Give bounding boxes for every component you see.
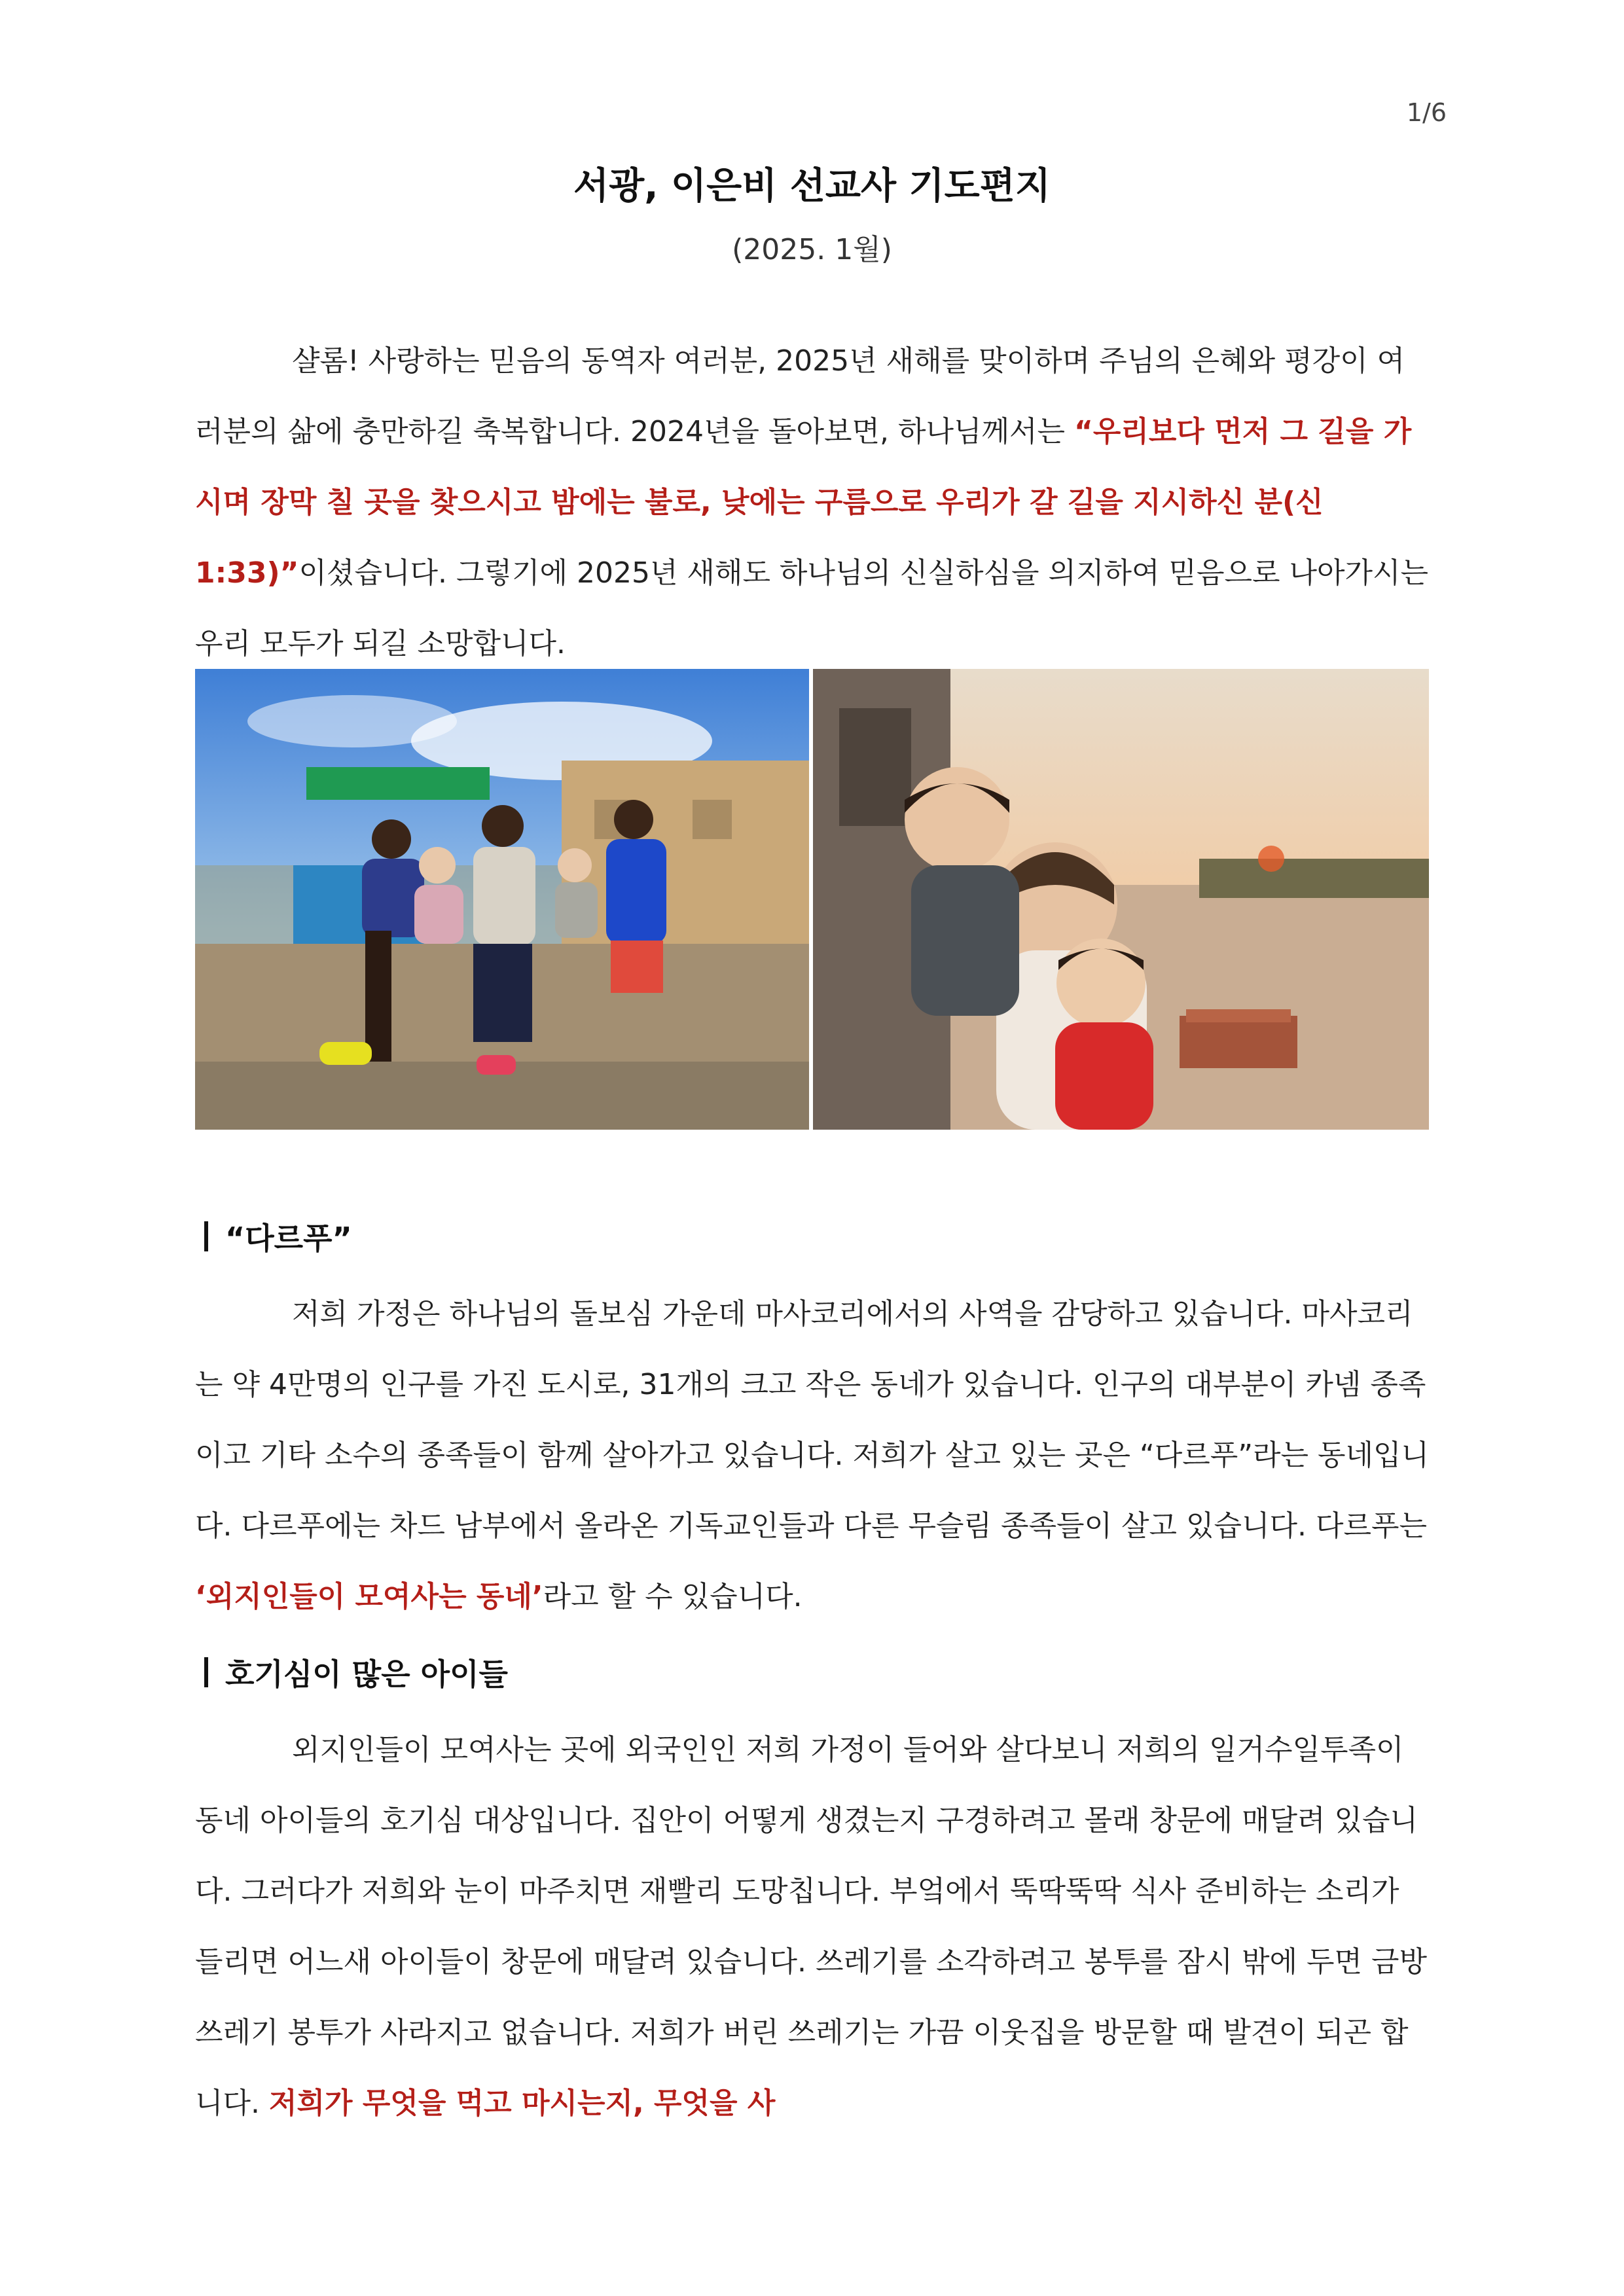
intro-text-2: 이셨습니다. 그렇기에 2025년 새해도 하나님의 신실하심을 의지하여 믿음으로 나아가시는 우리 모두가 되길 소망합니다. — [195, 556, 1428, 660]
intro-paragraph — [195, 326, 1432, 679]
section-darfu-text-2: 라고 할 수 있습니다. — [543, 1580, 803, 1613]
section-heading-darfu — [204, 1215, 352, 1258]
photo-children-on-wall — [195, 669, 809, 1130]
heading-bar — [204, 1657, 208, 1687]
section-darfu-text-1: 저희 가정은 하나님의 돌보심 가운데 마사코리에서의 사역을 감당하고 있습니다. 마사코리는 약 4만명의 인구를 가진 도시로, 31개의 크고 작은 동네가 있습니다. 인구의 대부분이 카넴 종족이고 기타 소수의 종족들이 함께 살아가고 있습니다. 저희가 살고 있는 곳은 “다르푸”라는 동네입니다. 다르푸에는 차드 남부에서 올라온 기독교인들과 다른 무슬림 종족들이 살고 있습니다. 다르푸는 — [195, 1297, 1430, 1543]
photo-mother-with-children-image — [813, 669, 1429, 1130]
section-heading-curious-children-text: 호기심이 많은 아이들 — [225, 1657, 508, 1692]
letter-date: (2025. 1월) — [732, 233, 892, 266]
section-curious-text: 외지인들이 모여사는 곳에 외국인인 저희 가정이 들어와 살다보니 저희의 일거수일투족이 동네 아이들의 호기심 대상입니다. 집안이 어떻게 생겼는지 구경하려고 몰래 창문에 매달려 있습니다. 그러다가 저희와 눈이 마주치면 재빨리 도망칩니다. 부엌에서 뚝딱뚝딱 식사 준비하는 소리가 들리면 어느새 아이들이 창문에 매달려 있습니다. 쓰레기를 소각하려고 봉투를 잠시 밖에 두면 금방 쓰레기 봉투가 사라지고 없습니다. 저희가 버린 쓰레기는 가끔 이웃집을 방문할 때 발견이 되곤 합니다. — [195, 1733, 1427, 2120]
page-title: 서광, 이은비 선교사 기도편지 — [573, 165, 1051, 207]
section-heading-darfu-text: “다르푸” — [225, 1221, 352, 1256]
section-darfu-highlight: ‘외지인들이 모여사는 동네’ — [195, 1580, 543, 1613]
section-darfu-paragraph — [195, 1279, 1432, 1632]
heading-bar — [204, 1221, 208, 1251]
intro-highlight: “우리보다 먼저 그 길을 가시며 장막 칠 곳을 찾으시고 밤에는 불로, 낮에는 구름으로 우리가 갈 길을 지시하신 분(신1:33)” — [195, 415, 1412, 590]
section-curious-children-paragraph — [195, 1715, 1432, 2139]
page-number: 1/6 — [1406, 98, 1447, 127]
section-curious-highlight: 저희가 무엇을 먹고 마시는지, 무엇을 사 — [268, 2087, 776, 2120]
photo-mother-with-children — [813, 669, 1429, 1130]
photo-children-on-wall-image — [195, 669, 809, 1130]
section-heading-curious-children — [204, 1651, 508, 1694]
intro-text-1: 샬롬! 사랑하는 믿음의 동역자 여러분, 2025년 새해를 맞이하며 주님의 은혜와 평강이 여러분의 삶에 충만하길 축복합니다. 2024년을 돌아보면, 하나님께서는 — [195, 344, 1405, 448]
